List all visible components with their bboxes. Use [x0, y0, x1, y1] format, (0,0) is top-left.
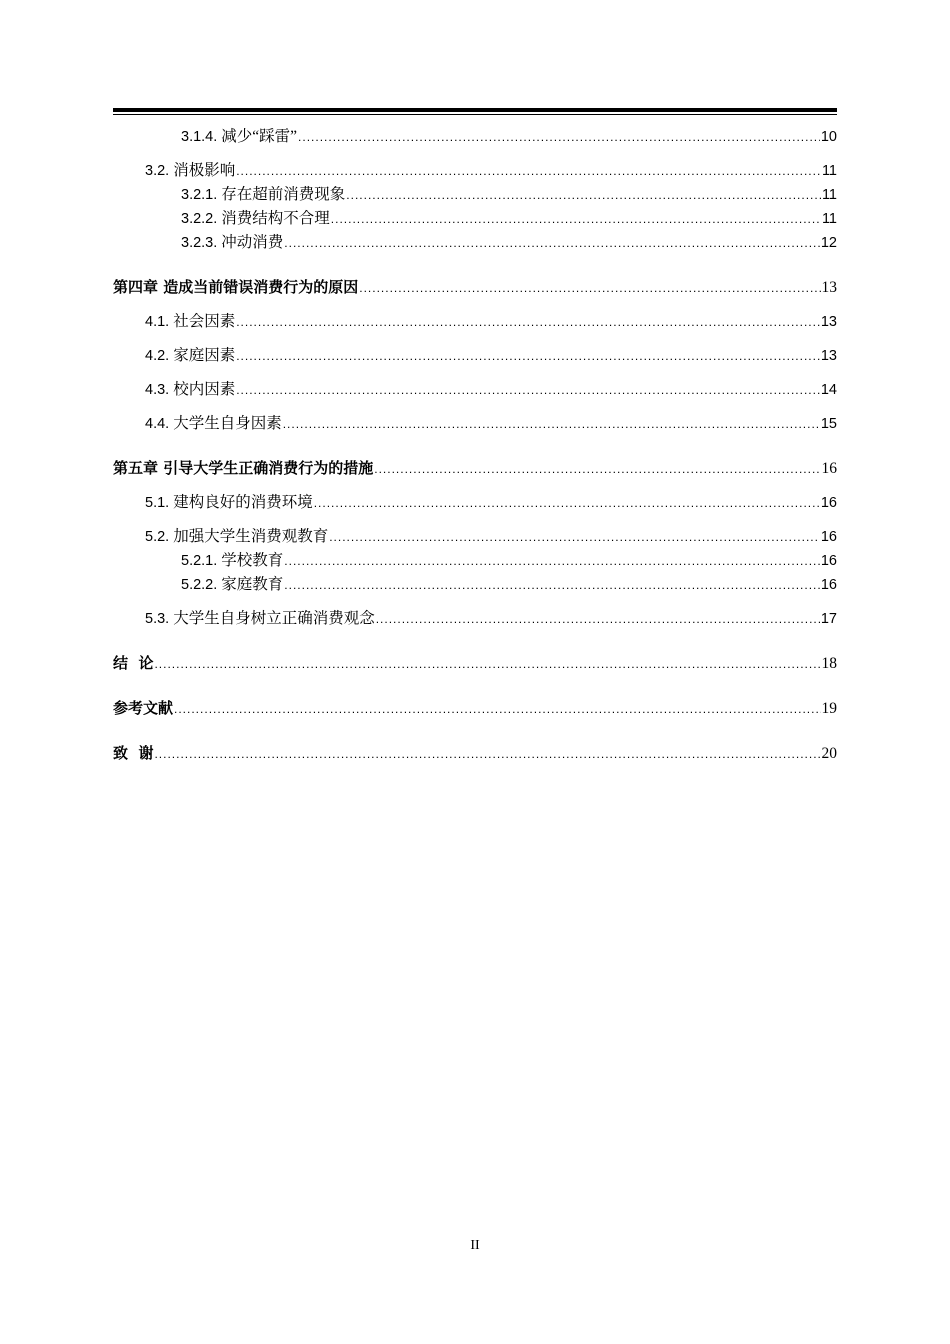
toc-dot-leader [346, 183, 821, 207]
toc-entry-5-2-1[interactable] [113, 549, 837, 573]
toc-dot-leader [331, 207, 821, 231]
toc-dot-leader [284, 549, 820, 573]
toc-entry-number: 3.2.3. [181, 235, 218, 251]
toc-entry-number: 4.4. [145, 416, 170, 432]
toc-entry-3-2-2[interactable] [113, 207, 837, 231]
toc-entry-number: 5.1. [145, 495, 170, 511]
toc-entry-page: 13 [820, 348, 837, 364]
toc-dot-leader [283, 412, 820, 436]
toc-entry-3-2-1[interactable] [113, 183, 837, 207]
toc-entry-page: 13 [821, 279, 837, 296]
toc-entry-title: 第四章 造成当前错误消费行为的原因 [113, 278, 359, 296]
toc-entry-title: 建构良好的消费环境 [173, 494, 313, 511]
toc-entry-title: 加强大学生消费观教育 [173, 528, 329, 545]
toc-entry-4-2[interactable] [113, 344, 837, 368]
toc-entry-page: 16 [820, 529, 837, 545]
toc-entry-5-2-2[interactable] [113, 573, 837, 597]
toc-entry-title: 学校教育 [221, 552, 284, 569]
toc-entry-3-1-4[interactable] [113, 125, 837, 149]
toc-entry-conclusion[interactable] [113, 651, 837, 676]
toc-dot-leader [236, 378, 820, 402]
toc-dot-leader [359, 275, 820, 300]
toc-entry-number: 3.2.2. [181, 211, 218, 227]
toc-entry-acknowledgements[interactable] [113, 741, 837, 766]
toc-entry-3-2[interactable] [113, 159, 837, 183]
toc-dot-leader [174, 696, 820, 721]
toc-entry-title: 参考文献 [113, 699, 174, 717]
toc-dot-leader [236, 159, 821, 183]
toc-entry-title: 减少“踩雷” [221, 128, 298, 145]
table-of-contents [113, 125, 837, 766]
toc-entry-title: 家庭因素 [173, 347, 236, 364]
toc-entry-title: 社会因素 [173, 313, 236, 330]
toc-entry-page: 14 [820, 382, 837, 398]
toc-entry-title: 消极影响 [173, 162, 236, 179]
toc-entry-page: 11 [821, 163, 837, 179]
toc-entry-title: 致 谢 [113, 744, 154, 762]
toc-entry-number: 3.1.4. [181, 129, 218, 145]
page-number: II [470, 1238, 480, 1253]
toc-dot-leader [284, 573, 820, 597]
toc-entry-title: 存在超前消费现象 [221, 186, 346, 203]
toc-entry-page: 16 [820, 577, 837, 593]
header-rule-thin [113, 114, 837, 115]
toc-entry-title: 冲动消费 [221, 234, 284, 251]
toc-entry-title: 消费结构不合理 [221, 210, 330, 227]
toc-entry-number: 3.2. [145, 163, 170, 179]
toc-entry-page: 11 [821, 187, 837, 203]
toc-entry-number: 4.3. [145, 382, 170, 398]
toc-entry-page: 18 [821, 655, 837, 672]
toc-entry-page: 19 [821, 700, 837, 717]
toc-dot-leader [236, 310, 820, 334]
toc-entry-title: 第五章 引导大学生正确消费行为的措施 [113, 459, 374, 477]
header-rule-thick [113, 108, 837, 112]
toc-dot-leader [154, 651, 820, 676]
toc-entry-4-3[interactable] [113, 378, 837, 402]
toc-dot-leader [236, 344, 820, 368]
toc-entry-title: 家庭教育 [221, 576, 284, 593]
toc-entry-3-2-3[interactable] [113, 231, 837, 255]
toc-entry-title: 校内因素 [173, 381, 236, 398]
toc-entry-number: 5.3. [145, 611, 170, 627]
toc-entry-5-3[interactable] [113, 607, 837, 631]
toc-entry-page: 20 [821, 745, 837, 762]
toc-dot-leader [374, 456, 820, 481]
toc-entry-number: 5.2. [145, 529, 170, 545]
toc-entry-page: 11 [821, 211, 837, 227]
toc-dot-leader [284, 231, 820, 255]
toc-dot-leader [298, 125, 820, 149]
toc-entry-number: 5.2.2. [181, 577, 218, 593]
toc-dot-leader [329, 525, 820, 549]
toc-dot-leader [376, 607, 820, 631]
toc-entry-page: 15 [820, 416, 837, 432]
toc-entry-page: 16 [820, 495, 837, 511]
toc-entry-page: 10 [820, 129, 837, 145]
toc-entry-title: 大学生自身因素 [173, 415, 282, 432]
toc-entry-page: 13 [820, 314, 837, 330]
toc-entry-title: 大学生自身树立正确消费观念 [173, 610, 375, 627]
toc-entry-4-4[interactable] [113, 412, 837, 436]
toc-dot-leader [314, 491, 820, 515]
toc-entry-title: 结 论 [113, 654, 154, 672]
toc-entry-references[interactable] [113, 696, 837, 721]
toc-entry-page: 17 [820, 611, 837, 627]
toc-entry-page: 12 [820, 235, 837, 251]
toc-dot-leader [154, 741, 820, 766]
toc-entry-5-1[interactable] [113, 491, 837, 515]
toc-entry-chapter-5[interactable] [113, 456, 837, 481]
toc-entry-page: 16 [821, 460, 837, 477]
toc-entry-chapter-4[interactable] [113, 275, 837, 300]
toc-entry-number: 5.2.1. [181, 553, 218, 569]
toc-entry-4-1[interactable] [113, 310, 837, 334]
toc-entry-page: 16 [820, 553, 837, 569]
toc-entry-number: 4.2. [145, 348, 170, 364]
toc-entry-number: 3.2.1. [181, 187, 218, 203]
toc-entry-5-2[interactable] [113, 525, 837, 549]
toc-entry-number: 4.1. [145, 314, 170, 330]
